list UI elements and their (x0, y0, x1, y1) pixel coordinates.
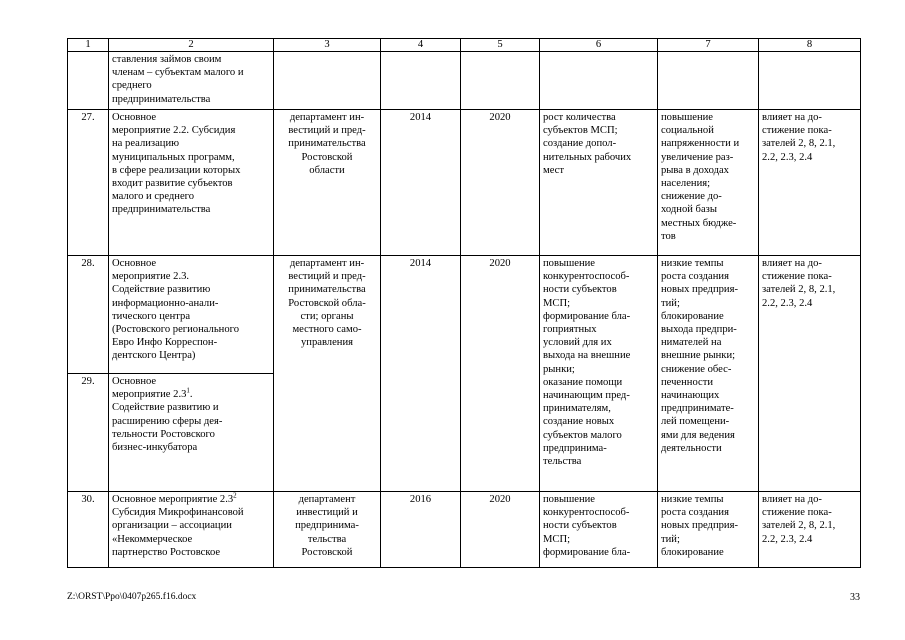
cell-start-year (381, 52, 461, 110)
cell-name: Основное мероприятие 2.2. Субсидия на реализацию муниципальных программ, в сфере реализации которых входит развитие субъектов малого и среднего предпринимательства (109, 110, 274, 256)
cell-num: 27. (68, 110, 109, 256)
cell-num: 29. (68, 374, 109, 492)
cell-end-year: 2020 (461, 110, 540, 256)
header-cell-7: 7 (658, 39, 759, 52)
cell-executor: департамент ин- вестиций и пред- принимательства Ростовской обла- сти; органы местного само- управления (274, 256, 381, 492)
cell-executor: департамент ин- вестиций и пред- принимательства Ростовской области (274, 110, 381, 256)
cell-expected-result: рост количества субъектов МСП; создание допол- нительных рабочих мест (540, 110, 658, 256)
header-cell-1: 1 (68, 39, 109, 52)
header-cell-2: 2 (109, 39, 274, 52)
table-row-continuation (68, 52, 861, 110)
cell-indicator-link: влияет на до- стижение пока- зателей 2, 8, 2.1, 2.2, 2.3, 2.4 (759, 110, 861, 256)
measures-table (67, 38, 861, 568)
cell-indicator-link (759, 52, 861, 110)
cell-indicator-link: влияет на до- стижение пока- зателей 2, 8, 2.1, 2.2, 2.3, 2.4 (759, 256, 861, 492)
cell-executor: департамент инвестиций и предпринима- тельства Ростовской (274, 492, 381, 568)
header-cell-8: 8 (759, 39, 861, 52)
cell-num: 30. (68, 492, 109, 568)
cell-start-year: 2014 (381, 256, 461, 492)
cell-end-year: 2020 (461, 492, 540, 568)
cell-indicator-link: влияет на до- стижение пока- зателей 2, 8, 2.1, 2.2, 2.3, 2.4 (759, 492, 861, 568)
table-row-27 (68, 110, 861, 256)
header-cell-4: 4 (381, 39, 461, 52)
cell-consequences: низкие темпы роста создания новых предприя- тий; блокирование (658, 492, 759, 568)
table-row-28 (68, 256, 861, 374)
cell-expected-result: повышение конкурентоспособ- ности субъектов МСП; формирование бла- (540, 492, 658, 568)
cell-name: Основное мероприятие 2.3. Содействие развитию информационно-анали- тического центра (Ростовского регионального Евро Инфо Корреспон- дентского Центра) (109, 256, 274, 374)
header-cell-3: 3 (274, 39, 381, 52)
cell-consequences (658, 52, 759, 110)
header-cell-5: 5 (461, 39, 540, 52)
cell-end-year: 2020 (461, 256, 540, 492)
header-cell-6: 6 (540, 39, 658, 52)
table-row-30 (68, 492, 861, 568)
cell-name: Основное мероприятие $2.3^2$ Субсидия Микрофинансовой организации – ассоциации «Некоммерческое партнерство Ростовское (109, 492, 274, 568)
cell-expected-result: повышение конкурентоспособ- ности субъектов МСП; формирование бла- гоприятных условий для их выхода на внешние рынки; оказание помощи начинающим пред- принимателям, создание новых субъектов малого предпринима- тельства (540, 256, 658, 492)
cell-num: 28. (68, 256, 109, 374)
cell-executor (274, 52, 381, 110)
header-row (68, 39, 861, 52)
cell-start-year: 2016 (381, 492, 461, 568)
cell-name: ставления займов своим членам – субъектам малого и среднего предпринимательства (109, 52, 274, 110)
cell-start-year: 2014 (381, 110, 461, 256)
page-number: 33 (850, 592, 860, 603)
footer-file-path: Z:\ORST\Ppo\0407p265.f16.docx (67, 592, 197, 602)
cell-num (68, 52, 109, 110)
cell-consequences: низкие темпы роста создания новых предприя- тий; блокирование выхода предпри- нимателей на внешние рынки; снижение обес- печенности начинающих предпринимате- лей помещени- ями для ведения деятельности (658, 256, 759, 492)
cell-consequences: повышение социальной напряженности и увеличение раз- рыва в доходах населения; снижение до- ходной базы местных бюдже- тов (658, 110, 759, 256)
cell-expected-result (540, 52, 658, 110)
cell-name: Основное мероприятие $2.3^1$. Содействие развитию и расширению сферы дея- тельности Ростовского бизнес-инкубатора (109, 374, 274, 492)
cell-end-year (461, 52, 540, 110)
